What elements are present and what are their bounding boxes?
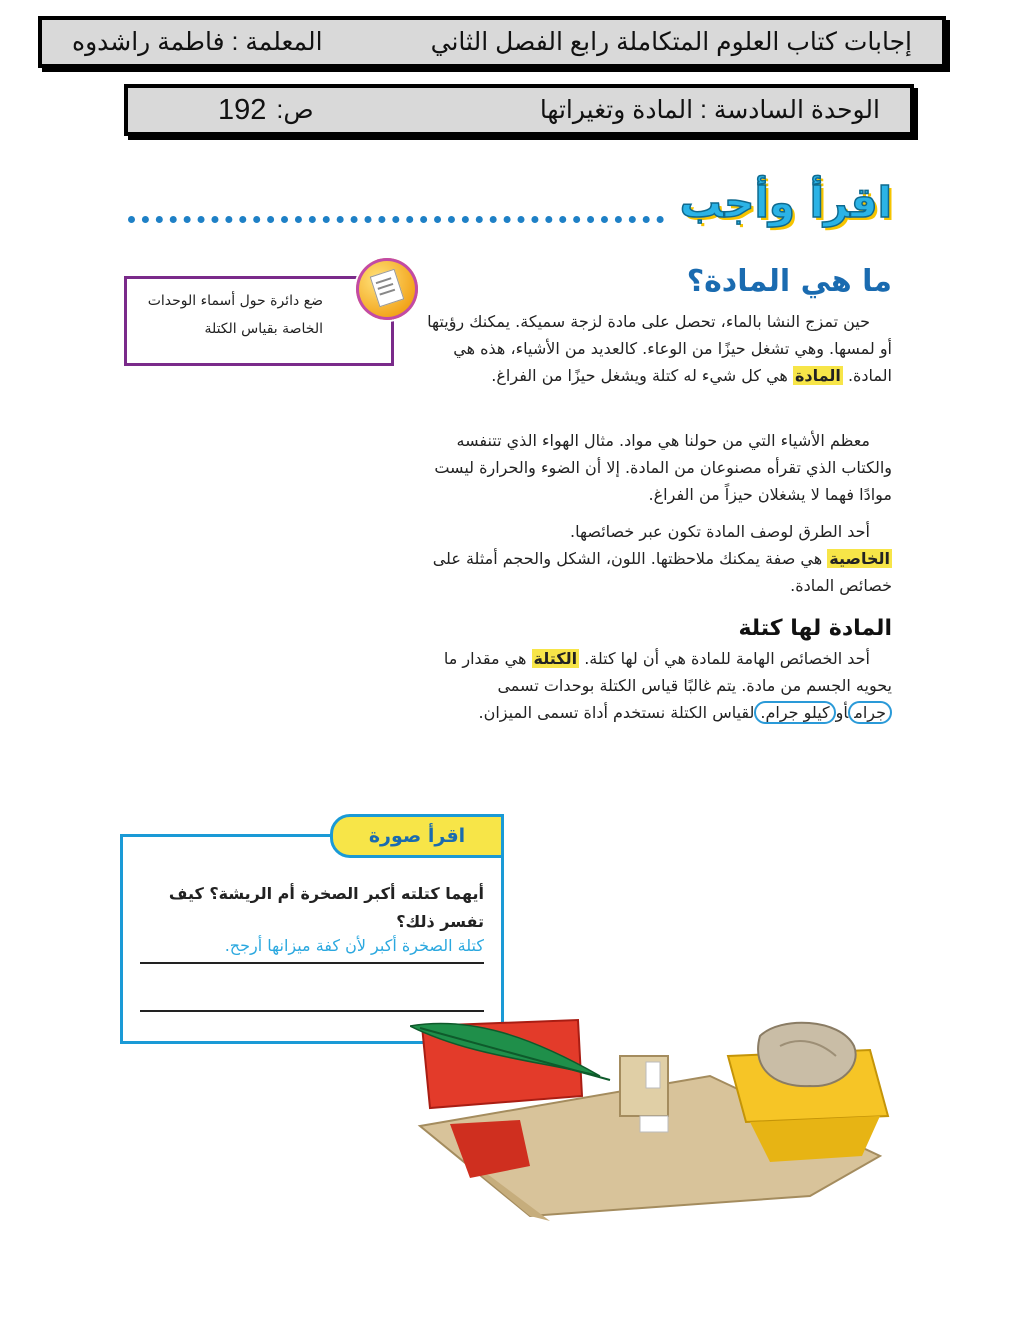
dotted-divider <box>128 196 664 223</box>
paragraph-property <box>418 518 892 599</box>
page-number: 192 <box>218 93 267 126</box>
subsection-heading: المادة لها كتلة <box>738 616 892 641</box>
paragraph-matter <box>418 308 892 389</box>
or-word: أو <box>835 703 849 722</box>
header-teacher: المعلمة : فاطمة راشدوه <box>72 28 323 56</box>
term-mass: الكتلة <box>533 649 578 668</box>
page-label: ص: <box>276 96 314 124</box>
rock <box>758 1023 856 1086</box>
unit-title: الوحدة السادسة : المادة وتغيراتها <box>539 96 880 124</box>
term-matter: المادة <box>794 366 841 385</box>
scale-center-post <box>620 1056 668 1116</box>
picture-question-tab: اقرأ صورة <box>330 814 504 858</box>
paragraph-mass <box>418 645 892 726</box>
page-indicator <box>218 94 314 127</box>
note-pencil-icon <box>356 258 418 320</box>
p3-intro: أحد الطرق لوصف المادة تكون عبر خصائصها. <box>570 522 870 541</box>
balance-scale-illustration <box>410 1016 890 1226</box>
unit-gram-circled: جرام <box>848 701 892 724</box>
p4-intro: أحد الخصائص الهامة للمادة هي أن لها كتلة. <box>584 649 870 668</box>
p4-definition: هي مقدار ما يحويه الجسم من مادة. يتم غالبًا قياس الكتلة بوحدات تسمى <box>443 649 892 695</box>
p3-definition: هي صفة يمكنك ملاحظتها. اللون، الشكل والحجم أمثلة على خصائص المادة. <box>432 549 892 595</box>
instruction-note <box>124 276 394 366</box>
instruction-text: ضع دائرة حول أسماء الوحدات الخاصة بقياس الكتلة <box>147 293 323 337</box>
picture-question-answer[interactable]: كتلة الصخرة أكبر لأن كفة ميزانها أرجح. <box>224 936 484 955</box>
header-title: إجابات كتاب العلوم المتكاملة رابع الفصل الثاني <box>430 28 912 56</box>
header-bar <box>38 16 946 68</box>
p4-end: لقياس الكتلة نستخدم أداة تسمى الميزان. <box>478 703 755 722</box>
p2-text: معظم الأشياء التي من حولنا هي مواد. مثال الهواء الذي تتنفسه والكتاب الذي تقرأه مصنوعان من المادة. إلا أن الضوء والحرارة ليست موادًا فهما لا يشغلان حيزاً من الفراغ. <box>434 431 892 504</box>
section-heading: ما هي المادة؟ <box>686 264 892 299</box>
subheader-bar <box>124 84 914 136</box>
p1-definition: هي كل شيء له كتلة ويشغل حيزًا من الفراغ. <box>491 366 788 385</box>
unit-kilogram-circled: كيلو جرام. <box>754 701 835 724</box>
picture-question-text: أيهما كتلته أكبر الصخرة أم الريشة؟ كيف تفسر ذلك؟ <box>168 884 484 931</box>
term-property: الخاصية <box>829 549 890 568</box>
answer-line-1 <box>140 962 484 964</box>
answer-line-2 <box>140 1010 484 1012</box>
paragraph-examples <box>418 427 892 508</box>
read-answer-banner: اقرأ وأجب <box>679 178 892 227</box>
p1-text: حين تمزج النشا بالماء، تحصل على مادة لزجة سميكة. يمكنك رؤيتها أو لمسها. وهي تشغل حيزًا من الوعاء. كالعديد من الأشياء، هذه هي المادة. <box>427 312 892 385</box>
